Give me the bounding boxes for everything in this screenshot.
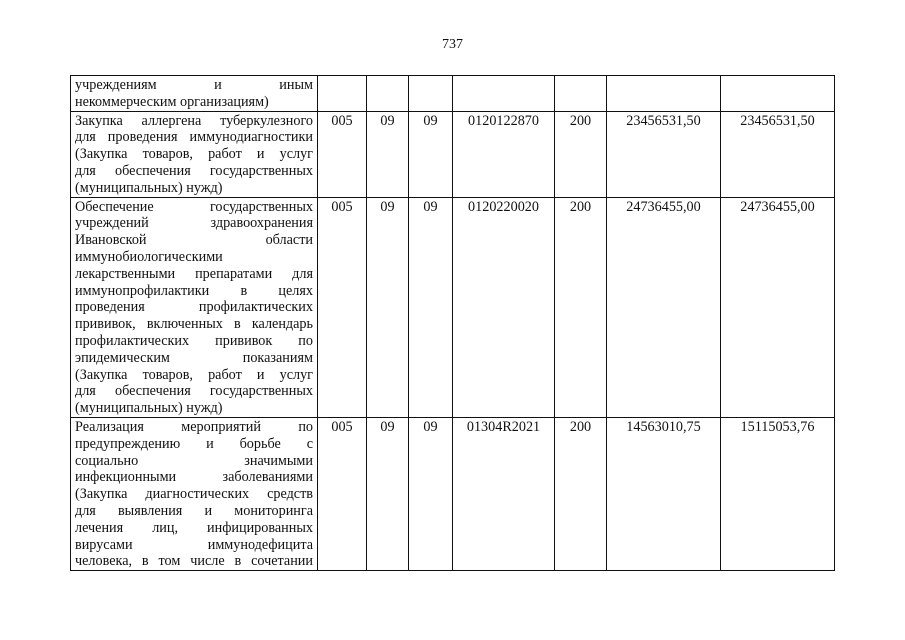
description-line: иммунобиологическими xyxy=(75,248,223,265)
row-description xyxy=(71,197,318,417)
target-article-code: 0120122870 xyxy=(453,111,555,197)
amount-year-1: 14563010,75 xyxy=(607,417,721,570)
table-row xyxy=(71,417,835,570)
expense-type-code xyxy=(555,76,607,112)
section-code xyxy=(367,76,409,112)
amount-year-2: 24736455,00 xyxy=(721,197,835,417)
description-line: Реализация мероприятий по xyxy=(75,418,313,435)
row-description xyxy=(71,76,318,112)
description-line: некоммерческим организациям) xyxy=(75,93,269,110)
amount-year-2 xyxy=(721,76,835,112)
description-line: учреждений здравоохранения xyxy=(75,215,313,232)
description-line: инфекционными заболеваниями xyxy=(75,469,313,486)
description-line: прививок, включенных в календарь xyxy=(75,316,313,333)
description-line: социально значимыми xyxy=(75,452,313,469)
description-line: (Закупка товаров, работ и услуг xyxy=(75,146,313,163)
expense-type-code: 200 xyxy=(555,417,607,570)
section-code: 09 xyxy=(367,417,409,570)
description-line: лечения лиц, инфицированных xyxy=(75,519,313,536)
description-line: учреждениям и иным xyxy=(75,77,313,93)
description-line: (муниципальных) нужд) xyxy=(75,179,223,196)
amount-year-1 xyxy=(607,76,721,112)
amount-year-2: 23456531,50 xyxy=(721,111,835,197)
row-description xyxy=(71,417,318,570)
description-line: Закупка аллергена туберкулезного xyxy=(75,112,313,129)
description-line: для проведения иммунодиагностики xyxy=(75,129,313,146)
ministry-code xyxy=(318,76,367,112)
ministry-code: 005 xyxy=(318,111,367,197)
target-article-code xyxy=(453,76,555,112)
description-line: предупреждению и борьбе с xyxy=(75,435,313,452)
description-line: Ивановской области xyxy=(75,232,313,249)
subsection-code: 09 xyxy=(409,111,453,197)
description-line: вирусами иммунодефицита xyxy=(75,536,313,553)
description-line: эпидемическим показаниям xyxy=(75,349,313,366)
subsection-code: 09 xyxy=(409,197,453,417)
section-code: 09 xyxy=(367,197,409,417)
description-line: (Закупка диагностических средств xyxy=(75,486,313,503)
description-line: для выявления и мониторинга xyxy=(75,502,313,519)
description-line: (Закупка товаров, работ и услуг xyxy=(75,366,313,383)
description-line: Обеспечение государственных xyxy=(75,198,313,215)
amount-year-2: 15115053,76 xyxy=(721,417,835,570)
description-line: лекарственными препаратами для xyxy=(75,265,313,282)
description-line: для обеспечения государственных xyxy=(75,162,313,179)
row-description xyxy=(71,111,318,197)
budget-table xyxy=(70,75,835,571)
description-line: для обеспечения государственных xyxy=(75,383,313,400)
budget-table-body xyxy=(71,76,835,571)
amount-year-1: 24736455,00 xyxy=(607,197,721,417)
ministry-code: 005 xyxy=(318,197,367,417)
amount-year-1: 23456531,50 xyxy=(607,111,721,197)
ministry-code: 005 xyxy=(318,417,367,570)
description-line: профилактических прививок по xyxy=(75,332,313,349)
expense-type-code: 200 xyxy=(555,111,607,197)
page-number: 737 xyxy=(442,37,463,52)
description-line: (муниципальных) нужд) xyxy=(75,400,223,417)
subsection-code xyxy=(409,76,453,112)
description-line: проведения профилактических xyxy=(75,299,313,316)
table-row xyxy=(71,197,835,417)
description-line: иммунопрофилактики в целях xyxy=(75,282,313,299)
expense-type-code: 200 xyxy=(555,197,607,417)
section-code: 09 xyxy=(367,111,409,197)
target-article-code: 01304R2021 xyxy=(453,417,555,570)
description-line: человека, в том числе в сочетании xyxy=(75,553,313,570)
table-row xyxy=(71,111,835,197)
table-row xyxy=(71,76,835,112)
target-article-code: 0120220020 xyxy=(453,197,555,417)
subsection-code: 09 xyxy=(409,417,453,570)
